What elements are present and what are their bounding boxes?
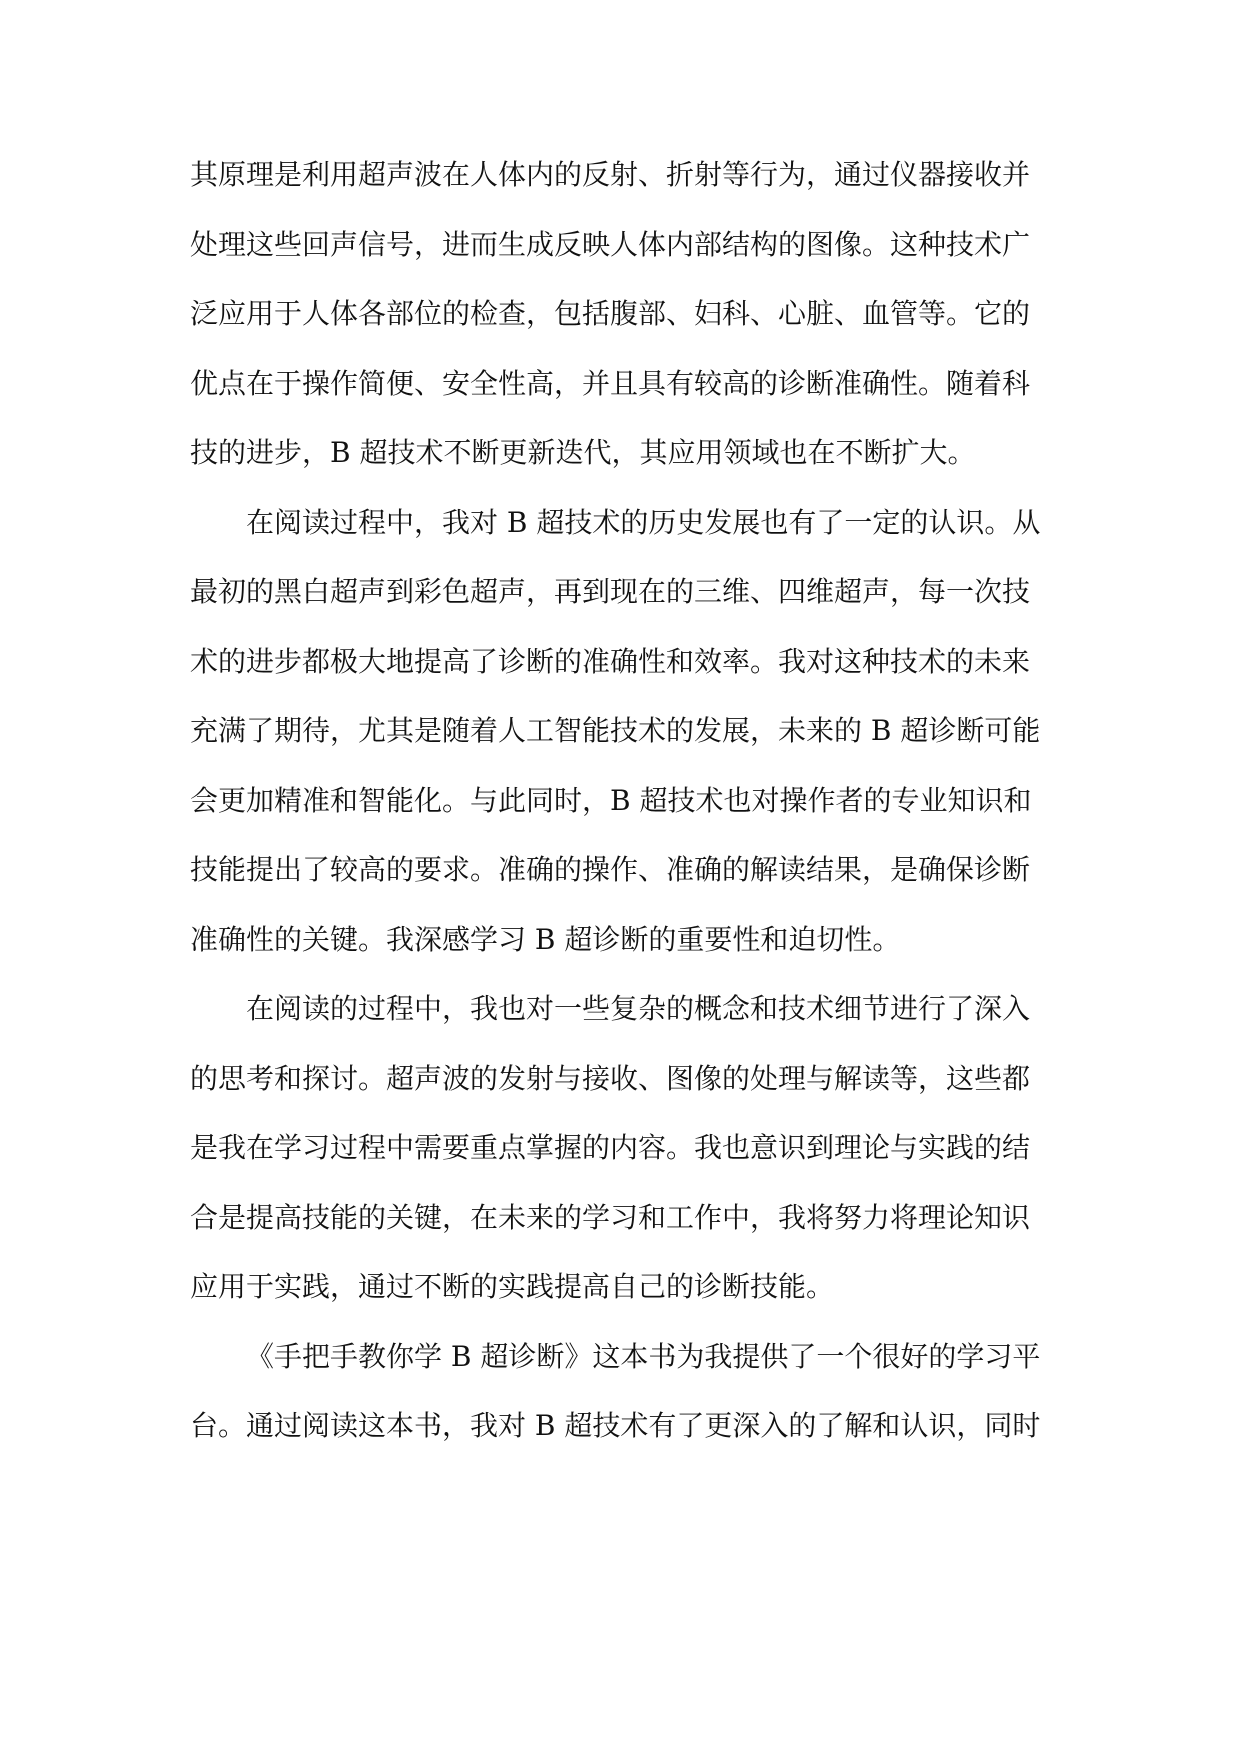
document-body bbox=[190, 140, 1060, 1461]
text-line: 最初的黑白超声到彩色超声，再到现在的三维、四维超声，每一次技 bbox=[190, 575, 1031, 608]
paragraph-first-line: 《手把手教你学 B 超诊断》这本书为我提供了一个很好的学习平 bbox=[246, 1339, 1041, 1373]
text-line: 其原理是利用超声波在人体内的反射、折射等行为，通过仪器接收并 bbox=[190, 158, 1031, 191]
text-line: 合是提高技能的关键，在未来的学习和工作中，我将努力将理论知识 bbox=[190, 1200, 1031, 1234]
paragraph-first-line: 在阅读过程中，我对 B 超技术的历史发展也有了一定的认识。从 bbox=[246, 505, 1041, 539]
text-line: 准确性的关键。我深感学习 B 超诊断的重要性和迫切性。 bbox=[190, 922, 901, 956]
text-line: 应用于实践，通过不断的实践提高自己的诊断技能。 bbox=[190, 1270, 835, 1303]
text-line: 是我在学习过程中需要重点掌握的内容。我也意识到理论与实践的结 bbox=[190, 1131, 1031, 1164]
text-line: 处理这些回声信号，进而生成反映人体内部结构的图像。这种技术广 bbox=[190, 227, 1031, 261]
text-line: 会更加精准和智能化。与此同时，B 超技术也对操作者的专业知识和 bbox=[190, 783, 1032, 817]
paragraph-first-line: 在阅读的过程中，我也对一些复杂的概念和技术细节进行了深入 bbox=[246, 992, 1031, 1025]
text-line: 充满了期待，尤其是随着人工智能技术的发展，未来的 B 超诊断可能 bbox=[190, 714, 1041, 747]
text-line: 泛应用于人体各部位的检查，包括腹部、妇科、心脏、血管等。它的 bbox=[190, 297, 1031, 330]
text-line: 技能提出了较高的要求。准确的操作、准确的解读结果，是确保诊断 bbox=[190, 853, 1031, 886]
text-line: 术的进步都极大地提高了诊断的准确性和效率。我对这种技术的未来 bbox=[190, 644, 1031, 678]
text-line: 台。通过阅读这本书，我对 B 超技术有了更深入的了解和认识，同时 bbox=[190, 1409, 1041, 1442]
text-line: 优点在于操作简便、安全性高，并且具有较高的诊断准确性。随着科 bbox=[190, 366, 1031, 400]
text-line: 的思考和探讨。超声波的发射与接收、图像的处理与解读等，这些都 bbox=[190, 1061, 1031, 1095]
text-line: 技的进步，B 超技术不断更新迭代，其应用领域也在不断扩大。 bbox=[190, 436, 976, 469]
